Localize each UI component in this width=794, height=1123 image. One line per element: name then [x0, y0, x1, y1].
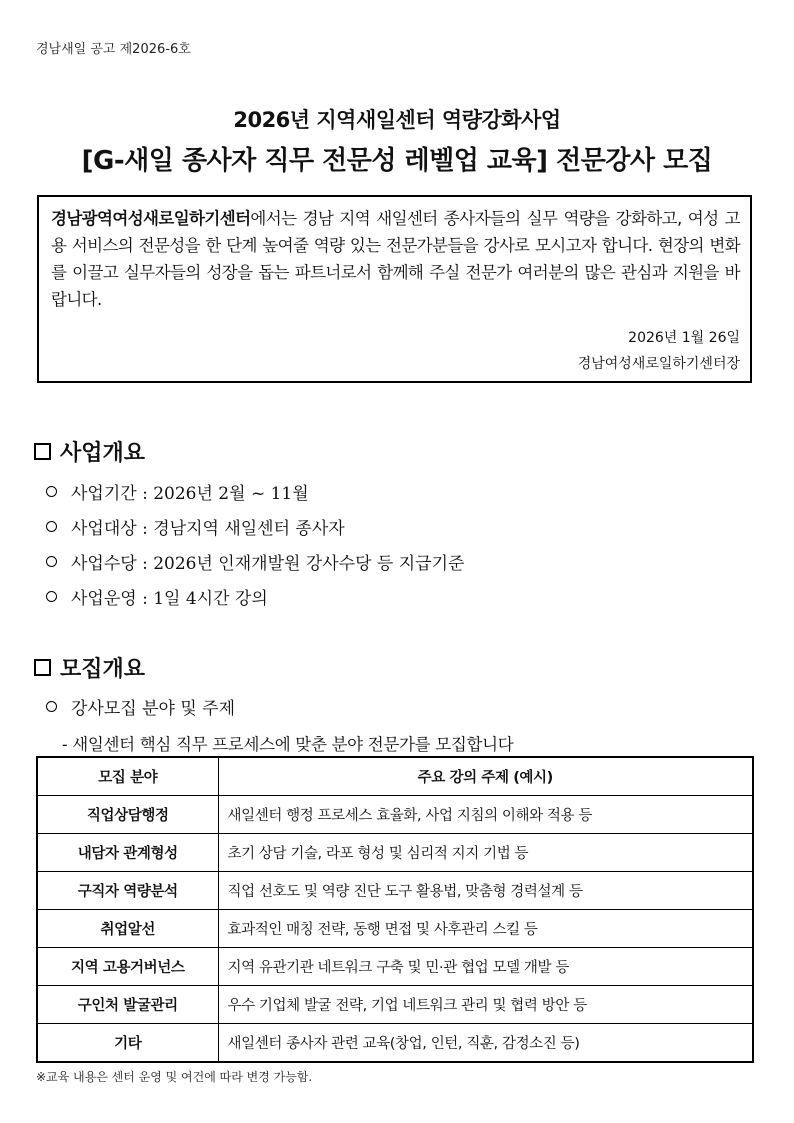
- table-header-row: [37, 757, 753, 796]
- topics-table: [36, 756, 754, 1063]
- table-row: [37, 948, 753, 986]
- field-cell: 지역 고용거버넌스: [37, 948, 218, 986]
- page-title-line2: [G-새일 종사자 직무 전문성 레벨업 교육] 전문강사 모집: [81, 146, 713, 176]
- section-title: 사업개요: [60, 441, 146, 466]
- topic-cell: 직업 선호도 및 역량 진단 도구 활용법, 맞춤형 경력설계 등: [218, 872, 753, 910]
- field-cell: 구직자 역량분석: [37, 872, 218, 910]
- recruitment-note: - 새일센터 핵심 직무 프로세스에 맞춘 분야 전문가를 모집합니다: [62, 735, 514, 754]
- table-row: [37, 834, 753, 872]
- field-cell: 구인처 발굴관리: [37, 986, 218, 1024]
- list-item-text: 사업대상 : 경남지역 새일센터 종사자: [71, 519, 345, 539]
- list-item: [46, 474, 464, 509]
- topic-cell: 지역 유관기관 네트워크 구축 및 민·관 협업 모델 개발 등: [218, 948, 753, 986]
- section-title: 모집개요: [60, 657, 146, 682]
- table-row: [37, 910, 753, 948]
- field-cell: 기타: [37, 1024, 218, 1063]
- checkbox-icon: [34, 659, 51, 676]
- topic-cell: 초기 상담 기술, 라포 형성 및 심리적 지지 기법 등: [218, 834, 753, 872]
- section-heading-overview: [34, 436, 145, 467]
- overview-list: [46, 474, 464, 614]
- circle-bullet-icon: [46, 591, 57, 602]
- circle-bullet-icon: [46, 486, 57, 497]
- sub-item-text: 강사모집 분야 및 주제: [71, 699, 236, 719]
- header-topic: 주요 강의 주제 (예시): [218, 757, 753, 796]
- checkbox-icon: [34, 443, 51, 460]
- footnote: ※교육 내용은 센터 운영 및 여건에 따라 변경 가능함.: [36, 1070, 313, 1084]
- section-heading-recruitment: [34, 652, 145, 683]
- header-field: 모집 분야: [37, 757, 218, 796]
- field-cell: 직업상담행정: [37, 796, 218, 834]
- notice-number: 경남새일 공고 제2026-6호: [36, 42, 191, 57]
- list-item-text: 사업기간 : 2026년 2월 ~ 11월: [71, 484, 309, 504]
- circle-bullet-icon: [46, 521, 57, 532]
- intro-body: 에서는 경남 지역 새일센터 종사자들의 실무 역량을 강화하고, 여성 고용 서비스의 전문성을 한 단계 높여줄 역량 있는 전문가분들을 강사로 모시고자 합니다. 현장의 변화를 이끌고 실무자들의 성장을 돕는 파트너로서 함께해 주실 전문가 여러분의 많은 관심과 지원을 바랍니다.: [51, 209, 740, 309]
- topic-cell: 우수 기업체 발굴 전략, 기업 네트워크 관리 및 협력 방안 등: [218, 986, 753, 1024]
- list-item: [46, 544, 464, 579]
- intro-org-name: 경남광역여성새로일하기센터: [51, 209, 251, 228]
- field-cell: 취업알선: [37, 910, 218, 948]
- intro-date: 2026년 1월 26일: [628, 330, 740, 346]
- recruitment-sub-item: [46, 694, 235, 719]
- topic-cell: 새일센터 행정 프로세스 효율화, 사업 지침의 이해와 적용 등: [218, 796, 753, 834]
- table-row: [37, 872, 753, 910]
- list-item: [46, 579, 464, 614]
- topic-cell: 새일센터 종사자 관련 교육(창업, 인턴, 직훈, 감정소진 등): [218, 1024, 753, 1063]
- list-item: [46, 509, 464, 544]
- intro-signature: 경남여성새로일하기센터장: [577, 356, 740, 372]
- field-cell: 내담자 관계형성: [37, 834, 218, 872]
- intro-box: [37, 195, 752, 383]
- page-title-line1: 2026년 지역새일센터 역량강화사업: [233, 108, 561, 132]
- table-row: [37, 1024, 753, 1063]
- intro-paragraph: [51, 205, 740, 313]
- circle-bullet-icon: [46, 701, 57, 712]
- table-row: [37, 796, 753, 834]
- table-row: [37, 986, 753, 1024]
- topic-cell: 효과적인 매칭 전략, 동행 면접 및 사후관리 스킬 등: [218, 910, 753, 948]
- list-item-text: 사업운영 : 1일 4시간 강의: [71, 589, 268, 609]
- circle-bullet-icon: [46, 556, 57, 567]
- list-item-text: 사업수당 : 2026년 인재개발원 강사수당 등 지급기준: [71, 554, 465, 574]
